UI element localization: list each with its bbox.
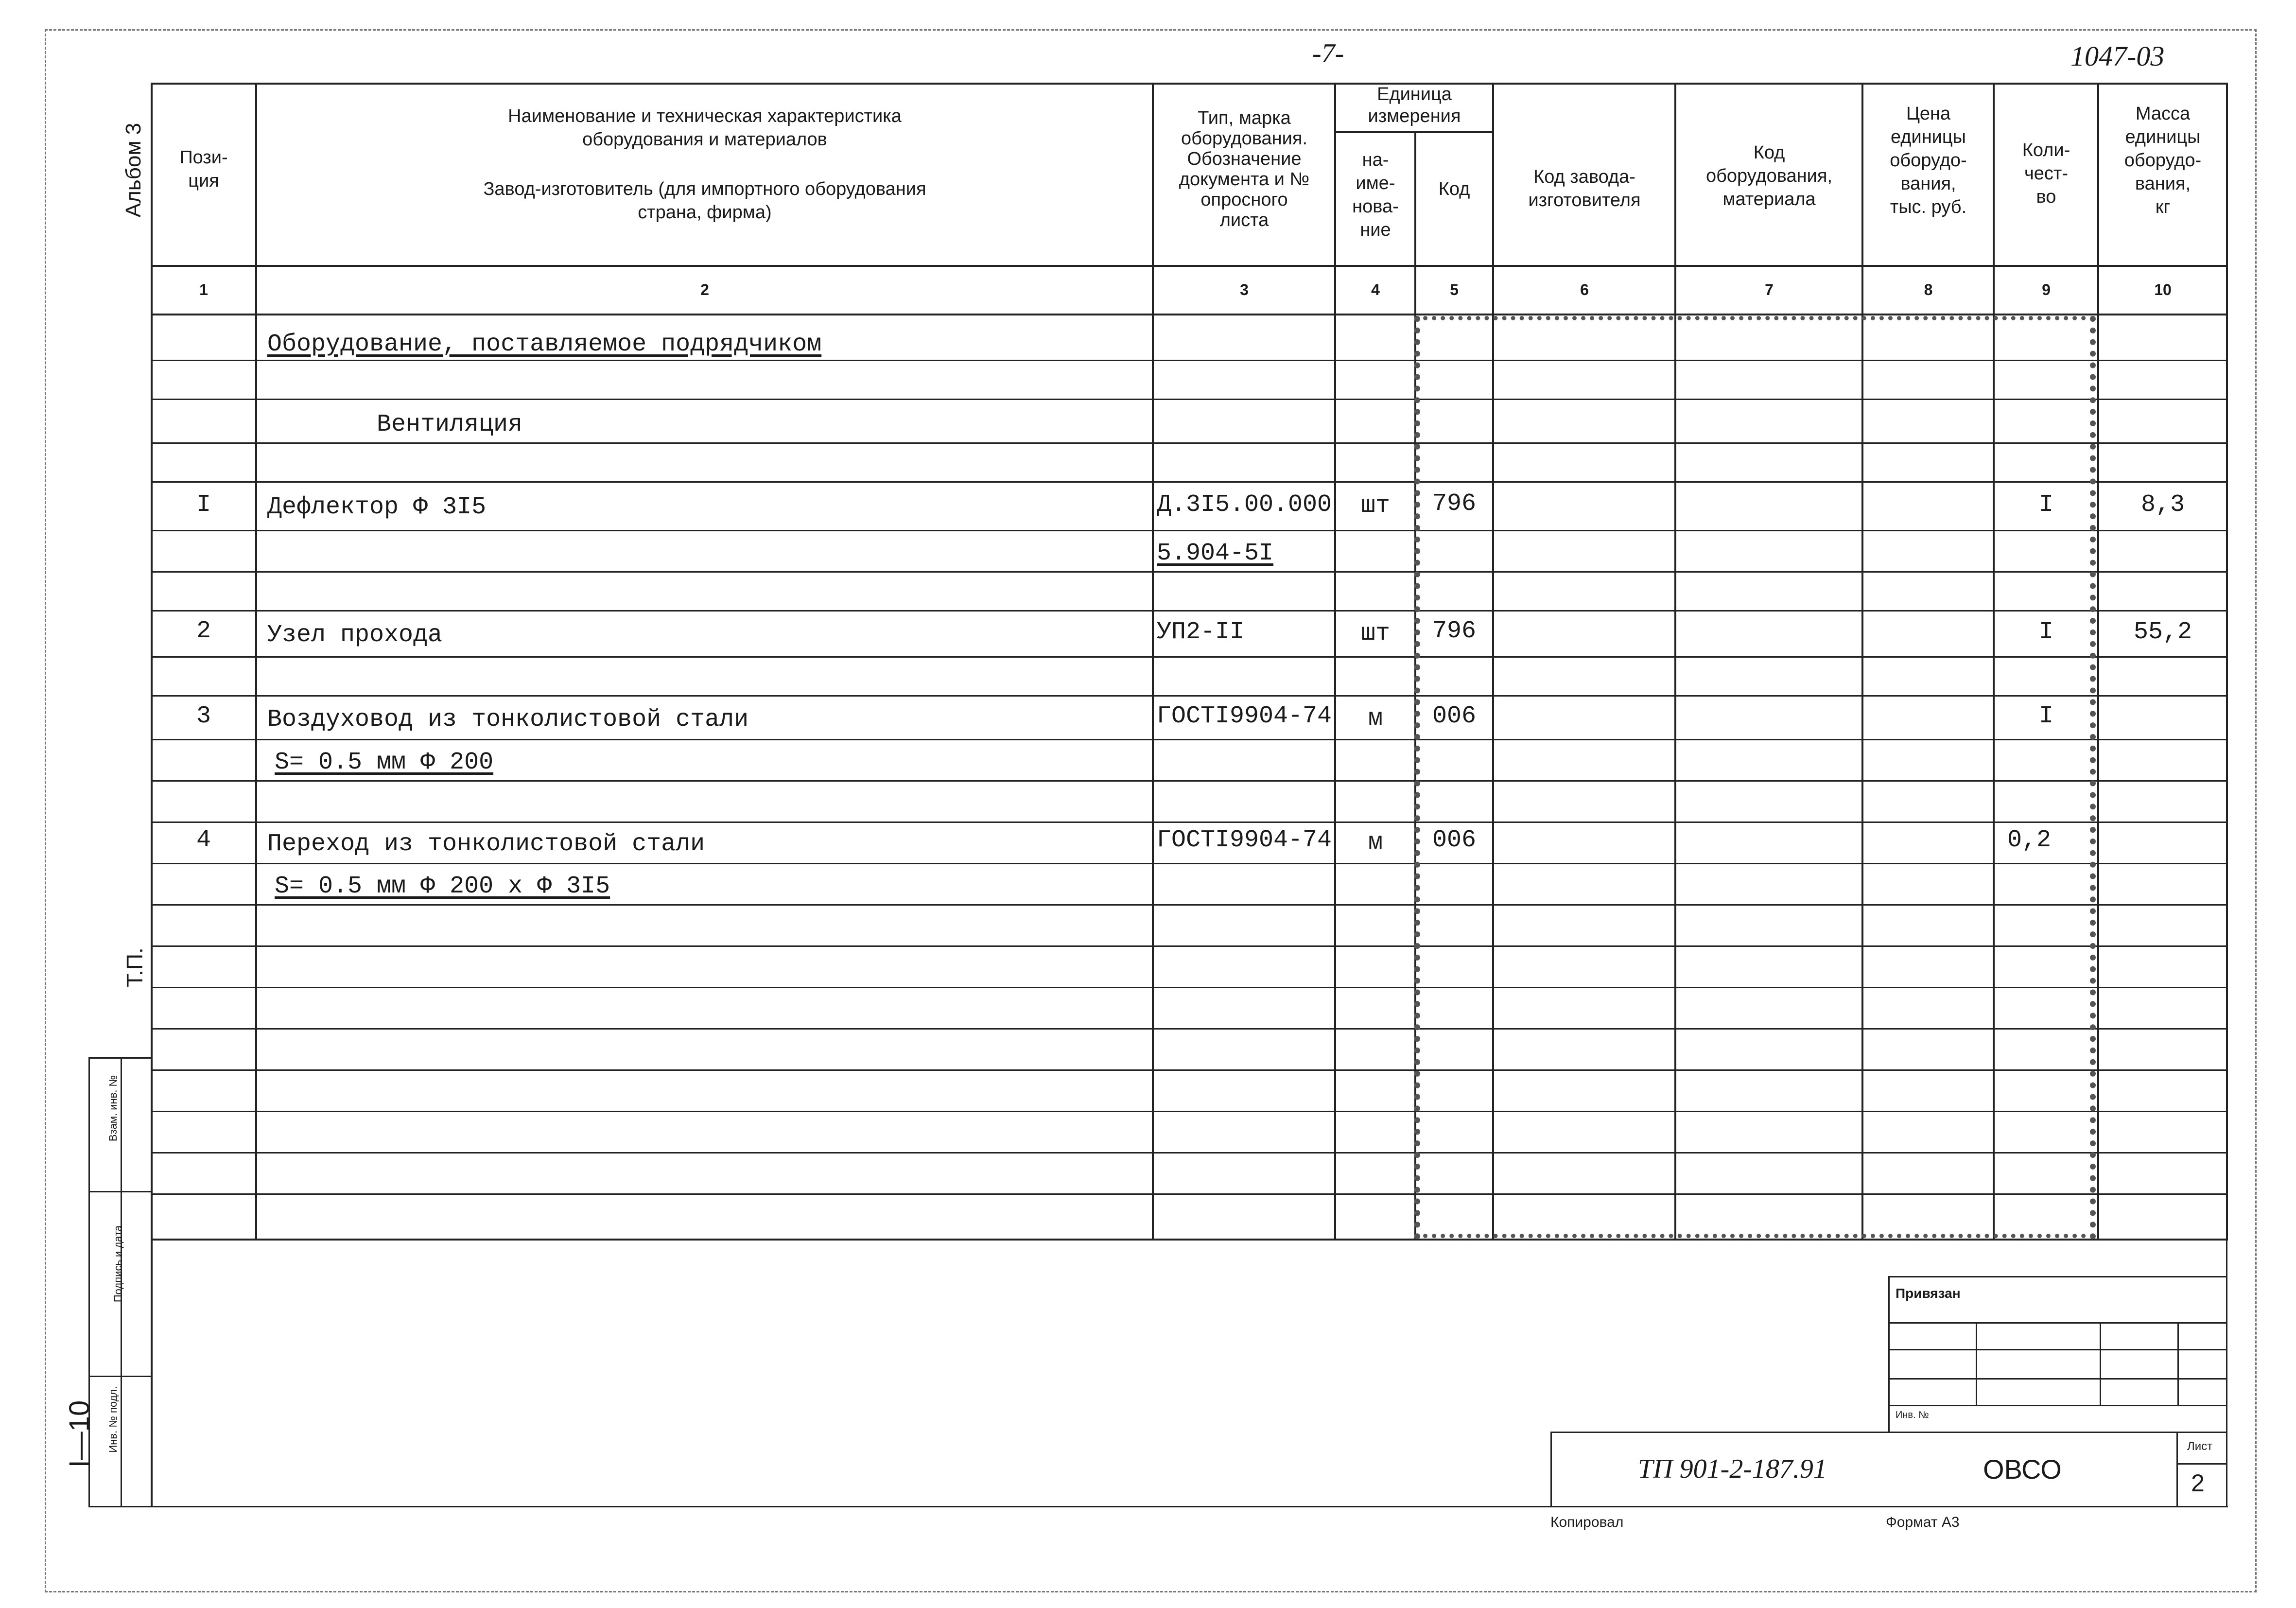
col-number-6: 6 (1580, 281, 1589, 298)
page-frame (45, 29, 2257, 1592)
header-manufacturer: Завод-изготовитель (для импортного оборудования страна, фирма) (483, 179, 926, 223)
col-number-3: 3 (1240, 281, 1249, 298)
row2-position: 2 (196, 617, 211, 645)
row4-type: ГОСТI9904-74 (1157, 826, 1332, 854)
row1-type: Д.3I5.00.000 (1157, 491, 1332, 519)
stamp-doc-code: ТП 901-2-187.91 (1638, 1454, 1827, 1484)
stamp-format: Формат А3 (1886, 1514, 1960, 1530)
header-equipment-code: Код оборудования, материала (1705, 142, 1833, 210)
subsection-title: Вентиляция (377, 411, 523, 438)
tp-label: Т.П. (122, 947, 147, 987)
row2-unit: шт (1360, 620, 1390, 647)
col-number-2: 2 (700, 281, 709, 298)
row1-quantity: I (2038, 491, 2053, 519)
row3-spec: S= 0.5 мм Ф 200 (275, 749, 494, 776)
row4-position: 4 (196, 826, 211, 854)
stamp-sheet-number: 2 (2191, 1469, 2205, 1497)
page-number: -7- (1312, 38, 1344, 69)
row1-unit: шт (1360, 492, 1390, 520)
row4-code: 006 (1432, 826, 1476, 854)
header-unit-code: Код (1438, 179, 1470, 199)
stamp-privyazan: Привязан (1896, 1286, 1961, 1301)
stamp-inv-replace: Взам. инв. № (107, 1075, 119, 1142)
col-number-8: 8 (1924, 281, 1933, 298)
header-factory-code: Код завода- изготовителя (1528, 167, 1641, 210)
header-quantity: Коли- чест- во (2022, 140, 2070, 207)
stamp-sign-date: Подпись и дата (112, 1225, 124, 1303)
stamp-inv-no: Инв. № (1896, 1410, 1929, 1420)
header-mass: Масса единицы оборудо- вания, кг (2124, 104, 2202, 217)
row3-code: 006 (1432, 702, 1476, 730)
row1-mass: 8,3 (2140, 491, 2185, 519)
row3-type: ГОСТI9904-74 (1157, 702, 1332, 730)
row4-unit: м (1368, 829, 1383, 856)
header-unit-price: Цена единицы оборудо- вания, тыс. руб. (1890, 104, 1967, 217)
row3-name: Воздуховод из тонколистовой стали (267, 706, 749, 734)
col-number-10: 10 (2154, 281, 2172, 298)
doc-code-margin: I—10 (64, 1400, 95, 1468)
col-number-9: 9 (2042, 281, 2051, 298)
row1-position: I (196, 491, 211, 519)
header-name: Наименование и техническая характеристика оборудования и материалов (508, 106, 902, 150)
row3-unit: м (1368, 705, 1383, 733)
row3-quantity: I (2038, 702, 2053, 730)
row4-quantity: 0,2 (2007, 826, 2052, 854)
header-type: Тип, марка оборудования. Обозначение документа и № опросного листа (1179, 108, 1310, 230)
row2-code: 796 (1432, 617, 1476, 645)
header-position: Пози- ция (179, 147, 228, 191)
row1-type-doc: 5.904-5I (1157, 540, 1274, 567)
document-number: 1047-03 (2070, 40, 2165, 72)
section-title: Оборудование, поставляемое подрядчиком (267, 331, 822, 358)
row2-quantity: I (2038, 618, 2053, 646)
row1-code: 796 (1432, 490, 1476, 518)
stamp-copied: Копировал (1550, 1514, 1624, 1530)
row4-name: Переход из тонколистовой стали (267, 830, 705, 858)
col-number-4: 4 (1371, 281, 1380, 298)
col-number-7: 7 (1765, 281, 1774, 298)
album-label: Альбом 3 (122, 122, 145, 218)
row2-mass: 55,2 (2133, 618, 2192, 646)
stamp-section: ОВСО (1983, 1454, 2062, 1485)
col-number-5: 5 (1450, 281, 1459, 298)
col-number-1: 1 (199, 281, 208, 298)
row3-position: 3 (196, 702, 211, 730)
row4-spec: S= 0.5 мм Ф 200 x Ф 3I5 (275, 873, 610, 900)
row1-name: Дефлектор Ф 3I5 (267, 493, 487, 521)
stamp-sheet-label: Лист (2187, 1440, 2213, 1453)
row2-name: Узел прохода (267, 621, 443, 649)
row2-type: УП2-II (1157, 618, 1245, 646)
stamp-inv-orig: Инв. № подл. (107, 1386, 119, 1453)
header-unit-group: Единица измерения (1368, 84, 1461, 126)
header-unit-name: на- име- нова- ние (1352, 150, 1399, 240)
